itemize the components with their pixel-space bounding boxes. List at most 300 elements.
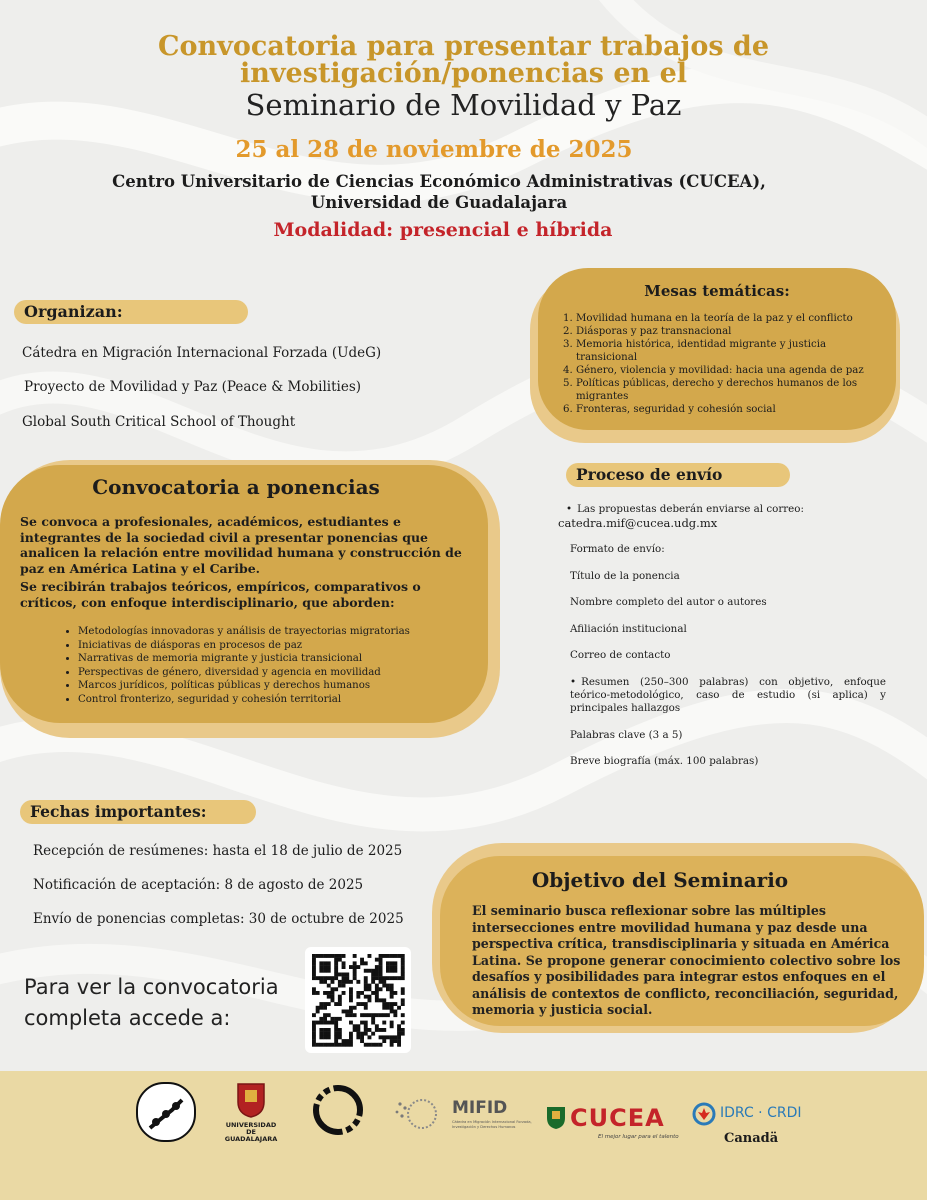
envio-item-text: Nombre completo del autor o autores (570, 596, 767, 608)
qr-module (390, 984, 394, 988)
qr-module (364, 984, 368, 988)
qr-module (364, 1032, 368, 1036)
envio-item-text: Correo de contacto (570, 649, 671, 661)
qr-module (349, 1035, 353, 1039)
qr-module (393, 1013, 397, 1017)
qr-module (382, 1039, 386, 1043)
qr-module (401, 998, 405, 1002)
organizer-2: Proyecto de Movilidad y Paz (Peace & Mobilities) (24, 379, 362, 395)
qr-module (319, 1002, 323, 1006)
qr-module (327, 965, 331, 969)
qr-module (379, 998, 383, 1002)
qr-module (323, 969, 327, 973)
qr-module (368, 1028, 372, 1032)
qr-module (323, 980, 327, 984)
qr-module (312, 1028, 316, 1032)
qr-module (353, 954, 357, 958)
qr-module (364, 995, 368, 999)
qr-module (342, 961, 346, 965)
qr-module (401, 991, 405, 995)
qr-module (401, 1032, 405, 1036)
udg-logo (222, 1082, 280, 1143)
qr-module (379, 954, 383, 958)
qr-module (382, 984, 386, 988)
qr-module (331, 991, 335, 995)
qr-module (390, 961, 394, 965)
qr-module (368, 1013, 372, 1017)
qr-module (375, 969, 379, 973)
qr-module (349, 980, 353, 984)
qr-module (334, 1043, 338, 1047)
qr-module (360, 1039, 364, 1043)
convocatoria-heading: Convocatoria a ponencias (92, 475, 380, 499)
qr-module (397, 1035, 401, 1039)
qr-module (393, 976, 397, 980)
qr-module (393, 969, 397, 973)
qr-module (397, 954, 401, 958)
qr-module (345, 980, 349, 984)
qr-module (401, 987, 405, 991)
qr-module (323, 1032, 327, 1036)
qr-module (334, 973, 338, 977)
qr-module (382, 1035, 386, 1039)
qr-label-line-2: completa accede a: (24, 1006, 231, 1030)
line-item: • Perspectivas de género, diversidad y agencia en movilidad (78, 666, 460, 680)
qr-module (360, 1013, 364, 1017)
qr-module (319, 1017, 323, 1021)
qr-module (401, 954, 405, 958)
envio-item-8 (570, 755, 758, 768)
qr-module (379, 965, 383, 969)
qr-module (375, 1024, 379, 1028)
mesas-heading: Mesas temáticas: (644, 282, 790, 300)
qr-module (323, 1002, 327, 1006)
qr-module (371, 1017, 375, 1021)
qr-module (360, 961, 364, 965)
qr-module (334, 1021, 338, 1025)
qr-module (334, 1032, 338, 1036)
qr-module (393, 991, 397, 995)
qr-module (331, 995, 335, 999)
qr-module (349, 1021, 353, 1025)
venue-line-1: Centro Universitario de Ciencias Económico Administrativas (CUCEA), (112, 172, 766, 191)
qr-module (342, 1010, 346, 1014)
venue-line-2: Universidad de Guadalajara (310, 193, 568, 212)
qr-module (338, 1028, 342, 1032)
qr-module (316, 1006, 320, 1010)
qr-module (356, 991, 360, 995)
qr-module (401, 969, 405, 973)
qr-module (397, 1028, 401, 1032)
envio-item-4 (570, 623, 687, 636)
line-item: • Metodologías innovadoras y análisis de trayectorias migratorias (78, 625, 460, 639)
qr-module (312, 1035, 316, 1039)
qr-module (390, 976, 394, 980)
qr-module (319, 969, 323, 973)
qr-module (390, 969, 394, 973)
qr-module (364, 961, 368, 965)
qr-module (397, 976, 401, 980)
qr-module (319, 980, 323, 984)
qr-module (331, 954, 335, 958)
qr-module (390, 965, 394, 969)
qr-module (323, 1035, 327, 1039)
qr-module (316, 976, 320, 980)
qr-module (334, 1024, 338, 1028)
qr-module (356, 1035, 360, 1039)
qr-module (368, 984, 372, 988)
qr-module (397, 1024, 401, 1028)
qr-module (334, 954, 338, 958)
qr-module (393, 961, 397, 965)
qr-module (327, 991, 331, 995)
qr-module (319, 1043, 323, 1047)
qr-module (342, 1039, 346, 1043)
qr-module (353, 1024, 357, 1028)
qr-module (386, 965, 390, 969)
qr-module (379, 961, 383, 965)
mesa-3: 3. Memoria histórica, identidad migrante y justicia transicional (576, 338, 876, 364)
line-item: • Narrativas de memoria migrante y justicia transicional (78, 652, 460, 666)
qr-module (312, 965, 316, 969)
qr-module (379, 973, 383, 977)
qr-module (342, 1043, 346, 1047)
mesa-6: 6. Fronteras, seguridad y cohesión social (576, 403, 876, 416)
line-item: • Iniciativas de diásporas en procesos de paz (78, 639, 460, 653)
envio-item-7 (570, 729, 682, 742)
qr-module (375, 1043, 379, 1047)
circle-people-logo (310, 1082, 366, 1138)
qr-module (312, 958, 316, 962)
envio-item-text: Formato de envío: (570, 543, 665, 555)
qr-module (312, 1043, 316, 1047)
qr-module (360, 991, 364, 995)
qr-module (397, 1032, 401, 1036)
qr-module (319, 1028, 323, 1032)
qr-module (323, 1021, 327, 1025)
qr-module (312, 1024, 316, 1028)
qr-module (401, 965, 405, 969)
qr-module (334, 958, 338, 962)
mesas-list (558, 312, 876, 416)
fechas-heading: Fechas importantes: (20, 800, 256, 824)
qr-module (379, 976, 383, 980)
qr-module (312, 969, 316, 973)
convocatoria-paragraph-1: Se convoca a profesionales, académicos, estudiantes e integrantes de la sociedad civil a presentar ponencias que analicen la relación entre movilidad humana y construcción de paz en América Latina y el Caribe. (20, 514, 462, 576)
mesa-4: 4. Género, violencia y movilidad: hacia una agenda de paz (576, 364, 876, 377)
title-line-3: Seminario de Movilidad y Paz (245, 88, 682, 122)
convocatoria-lines (60, 625, 460, 706)
cucea-tagline: El mejor lugar para el talento (598, 1134, 679, 1140)
idrc-maple-icon (692, 1102, 716, 1126)
qr-module (356, 1032, 360, 1036)
movilidad-paz-logo (136, 1082, 196, 1142)
modality: Modalidad: presencial e híbrida (273, 219, 613, 241)
qr-module (342, 991, 346, 995)
qr-module (312, 976, 316, 980)
qr-module (327, 995, 331, 999)
qr-module (356, 1002, 360, 1006)
organizer-1: Cátedra en Migración Internacional Forzada (UdeG) (22, 345, 382, 361)
qr-module (319, 976, 323, 980)
qr-module (345, 1010, 349, 1014)
qr-module (375, 984, 379, 988)
qr-module (390, 995, 394, 999)
qr-module (368, 998, 372, 1002)
organizer-3: Global South Critical School of Thought (22, 414, 296, 430)
qr-module (390, 954, 394, 958)
qr-module (386, 1013, 390, 1017)
qr-module (338, 1043, 342, 1047)
qr-module (342, 973, 346, 977)
qr-module (353, 973, 357, 977)
qr-module (356, 1028, 360, 1032)
qr-module (353, 965, 357, 969)
qr-module (390, 1035, 394, 1039)
qr-module (393, 1010, 397, 1014)
line-item: • Marcos jurídicos, políticas públicas y derechos humanos (78, 679, 460, 693)
qr-module (316, 1021, 320, 1025)
canada-wordmark: Canadä (724, 1131, 779, 1146)
qr-module (382, 976, 386, 980)
qr-code-image (305, 947, 411, 1053)
qr-module (382, 1028, 386, 1032)
qr-module (386, 1035, 390, 1039)
qr-module (371, 1021, 375, 1025)
qr-module (371, 980, 375, 984)
envio-intro (566, 503, 896, 516)
qr-module (371, 991, 375, 995)
qr-module (349, 965, 353, 969)
qr-module (342, 976, 346, 980)
qr-module (342, 965, 346, 969)
qr-module (327, 976, 331, 980)
qr-module (386, 969, 390, 973)
mifid-text: MIFID (452, 1098, 508, 1118)
qr-module (375, 958, 379, 962)
qr-module (338, 980, 342, 984)
qr-module (323, 1017, 327, 1021)
qr-module (327, 1021, 331, 1025)
qr-label-line-1: Para ver la convocatoria (24, 975, 279, 999)
qr-module (379, 980, 383, 984)
qr-module (338, 1017, 342, 1021)
qr-module (356, 965, 360, 969)
envio-item-5 (570, 649, 670, 662)
qr-module (323, 1013, 327, 1017)
qr-module (349, 1006, 353, 1010)
qr-module (327, 954, 331, 958)
qr-module (390, 1043, 394, 1047)
cucea-shield-icon (546, 1106, 566, 1130)
qr-module (338, 1032, 342, 1036)
qr-module (331, 987, 335, 991)
qr-module (390, 991, 394, 995)
qr-module (371, 973, 375, 977)
mesa-2: 2. Diásporas y paz transnacional (576, 325, 876, 338)
qr-module (364, 987, 368, 991)
qr-module (379, 1035, 383, 1039)
qr-module (386, 976, 390, 980)
qr-module (364, 1006, 368, 1010)
qr-module (360, 1002, 364, 1006)
envio-item-3 (570, 596, 767, 609)
qr-module (390, 1006, 394, 1010)
qr-module (338, 998, 342, 1002)
qr-module (401, 973, 405, 977)
qr-module (334, 987, 338, 991)
qr-module (375, 991, 379, 995)
qr-module (390, 1002, 394, 1006)
qr-module (323, 991, 327, 995)
qr-module (349, 995, 353, 999)
qr-module (393, 1039, 397, 1043)
qr-module (390, 1039, 394, 1043)
qr-module (401, 976, 405, 980)
qr-module (345, 973, 349, 977)
qr-module (382, 998, 386, 1002)
qr-module (390, 1021, 394, 1025)
envio-item-1 (570, 543, 665, 556)
qr-module (312, 1032, 316, 1036)
envio-heading: Proceso de envío (566, 463, 790, 487)
qr-module (312, 987, 316, 991)
qr-module (323, 954, 327, 958)
qr-module (331, 1021, 335, 1025)
envio-item-text: Afiliación institucional (570, 623, 687, 635)
qr-module (316, 1043, 320, 1047)
qr-module (319, 961, 323, 965)
envio-item-text: Título de la ponencia (570, 570, 680, 582)
qr-module (338, 954, 342, 958)
qr-module (368, 987, 372, 991)
qr-module (379, 1028, 383, 1032)
qr-module (368, 1043, 372, 1047)
qr-module (316, 991, 320, 995)
qr-module (327, 961, 331, 965)
qr-module (371, 1013, 375, 1017)
qr-module (312, 1021, 316, 1025)
qr-module (382, 980, 386, 984)
envio-intro-text: Las propuestas deberán enviarse al correo: (577, 503, 804, 515)
udg-line-1: UNIVERSIDAD DE (225, 1121, 277, 1136)
qr-module (356, 980, 360, 984)
qr-module (338, 958, 342, 962)
qr-module (386, 987, 390, 991)
qr-module (371, 1043, 375, 1047)
qr-module (393, 954, 397, 958)
qr-module (382, 1013, 386, 1017)
qr-module (342, 954, 346, 958)
qr-module (319, 965, 323, 969)
qr-module (319, 954, 323, 958)
qr-module (323, 961, 327, 965)
envio-email[interactable]: catedra.mif@cucea.udg.mx (558, 516, 718, 530)
qr-module (356, 995, 360, 999)
qr-module (312, 1039, 316, 1043)
qr-module (345, 1013, 349, 1017)
udg-shield-icon (236, 1082, 266, 1118)
qr-module (349, 991, 353, 995)
qr-module (379, 987, 383, 991)
mifid-logo (392, 1094, 532, 1140)
qr-module (338, 973, 342, 977)
envio-item-6 (570, 676, 886, 715)
qr-module (319, 1035, 323, 1039)
qr-module (360, 958, 364, 962)
qr-module (364, 1002, 368, 1006)
qr-module (393, 1002, 397, 1006)
qr-module (375, 1028, 379, 1032)
qr-module (353, 1013, 357, 1017)
idrc-text: IDRC · CRDI (720, 1105, 802, 1121)
qr-module (331, 998, 335, 1002)
qr-module (319, 1021, 323, 1025)
cucea-text: CUCEA (570, 1104, 665, 1132)
qr-module (364, 1024, 368, 1028)
qr-module (327, 1002, 331, 1006)
qr-module (375, 995, 379, 999)
qr-module (345, 1043, 349, 1047)
qr-module (390, 1010, 394, 1014)
qr-module (323, 965, 327, 969)
qr-module (334, 965, 338, 969)
qr-module (338, 1035, 342, 1039)
line-item: • Control fronterizo, seguridad y cohesión territorial (78, 693, 460, 707)
qr-module (382, 1021, 386, 1025)
qr-module (323, 1028, 327, 1032)
qr-module (327, 1043, 331, 1047)
qr-module (327, 1028, 331, 1032)
qr-module (401, 1002, 405, 1006)
qr-module (393, 965, 397, 969)
qr-module (393, 1035, 397, 1039)
organizan-heading: Organizan: (14, 300, 248, 324)
qr-code[interactable] (305, 947, 411, 1053)
qr-module (312, 991, 316, 995)
qr-module (331, 1017, 335, 1021)
qr-module (371, 969, 375, 973)
qr-module (386, 1006, 390, 1010)
qr-module (312, 961, 316, 965)
qr-module (349, 1043, 353, 1047)
fecha-3: Envío de ponencias completas: 30 de octubre de 2025 (33, 911, 404, 927)
qr-module (349, 1032, 353, 1036)
qr-module (316, 1010, 320, 1014)
qr-module (334, 1035, 338, 1039)
qr-module (312, 954, 316, 958)
qr-module (356, 1024, 360, 1028)
envio-item-text: Breve biografía (máx. 100 palabras) (570, 755, 759, 767)
qr-module (338, 1002, 342, 1006)
udg-line-2: GUADALAJARA (224, 1135, 278, 1143)
qr-module (360, 1021, 364, 1025)
qr-module (382, 1002, 386, 1006)
qr-module (334, 969, 338, 973)
qr-module (360, 1035, 364, 1039)
qr-module (334, 1017, 338, 1021)
qr-module (353, 969, 357, 973)
qr-module (323, 1043, 327, 1047)
qr-module (327, 969, 331, 973)
qr-module (331, 980, 335, 984)
objetivo-heading: Objetivo del Seminario (531, 868, 789, 892)
qr-module (360, 1032, 364, 1036)
qr-module (368, 995, 372, 999)
qr-module (334, 1028, 338, 1032)
qr-module (342, 984, 346, 988)
qr-module (386, 954, 390, 958)
